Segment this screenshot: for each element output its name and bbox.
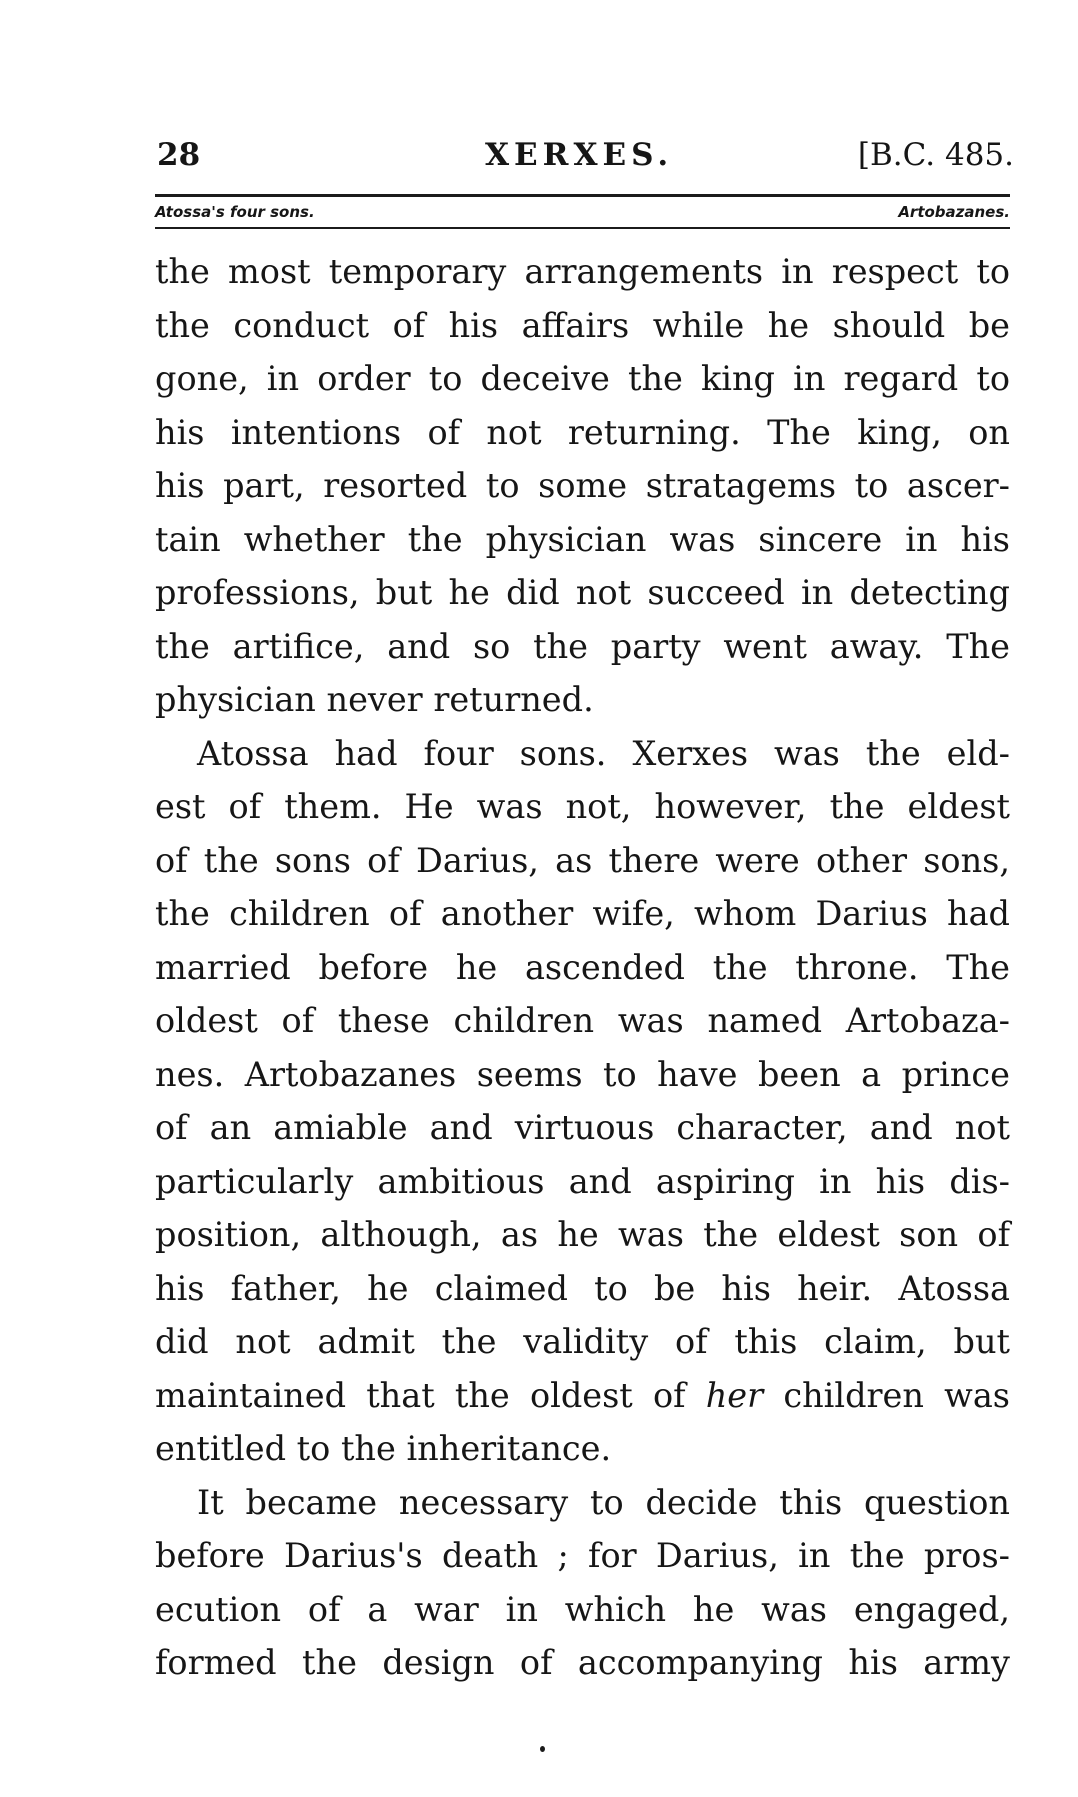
text-line: married before he ascended the throne. The	[155, 947, 1010, 987]
text-line: tain whether the physician was sincere in his	[155, 519, 1010, 559]
text-line: gone, in order to deceive the king in regard to	[155, 359, 1010, 398]
text-line: est of them. He was not, however, the eldest	[155, 787, 1010, 826]
running-date: [B.C. 485.	[857, 137, 1014, 173]
text-line: the most temporary arrangements in respect to	[155, 252, 1010, 291]
running-title: XERXES.	[485, 137, 674, 173]
marginal-heading-right: Artobazanes.	[898, 203, 1010, 221]
text-line: of the sons of Darius, as there were other sons,	[155, 840, 1010, 880]
text-line: ecution of a war in which he was engaged,	[155, 1589, 1010, 1629]
body-text	[155, 245, 1010, 1690]
text-line: professions, but he did not succeed in detecting	[155, 573, 1010, 612]
running-head	[155, 130, 1014, 180]
text-line: his father, he claimed to be his heir. Atossa	[155, 1268, 1010, 1308]
marginal-heading-left: Atossa's four sons.	[155, 203, 315, 221]
text-line	[155, 1369, 1010, 1423]
text-run: children was	[763, 1375, 1010, 1415]
text-line: the artifice, and so the party went away. The	[155, 626, 1010, 666]
paragraph-first-line: It became necessary to decide this question	[197, 1482, 1010, 1522]
text-line: physician never returned.	[155, 680, 594, 719]
text-line: his part, resorted to some stratagems to ascer-	[155, 466, 1010, 505]
text-line: the children of another wife, whom Darius had	[155, 894, 1010, 933]
text-line: entitled to the inheritance.	[155, 1429, 612, 1468]
text-line: nes. Artobazanes seems to have been a prince	[155, 1054, 1010, 1094]
paragraph-first-line: Atossa had four sons. Xerxes was the eld-	[197, 733, 1010, 773]
text-line: before Darius's death ; for Darius, in the pros-	[155, 1536, 1010, 1575]
book-page	[155, 130, 1014, 1690]
text-line: the conduct of his affairs while he should be	[155, 305, 1010, 345]
text-line: oldest of these children was named Artobaza-	[155, 1001, 1010, 1040]
text-line: formed the design of accompanying his army	[155, 1643, 1010, 1682]
printer-mark	[540, 1746, 545, 1752]
page-number: 28	[157, 137, 201, 173]
subheader-rule	[155, 227, 1010, 229]
marginal-headings	[155, 197, 1010, 227]
text-line: particularly ambitious and aspiring in his dis-	[155, 1161, 1010, 1201]
text-line: of an amiable and virtuous character, and not	[155, 1108, 1010, 1147]
italic-word: her	[705, 1375, 764, 1415]
text-line: his intentions of not returning. The king, on	[155, 412, 1010, 452]
text-run: maintained that the oldest of	[155, 1375, 706, 1415]
text-line: did not admit the validity of this claim, but	[155, 1322, 1010, 1361]
text-line: position, although, as he was the eldest son of	[155, 1215, 1010, 1254]
